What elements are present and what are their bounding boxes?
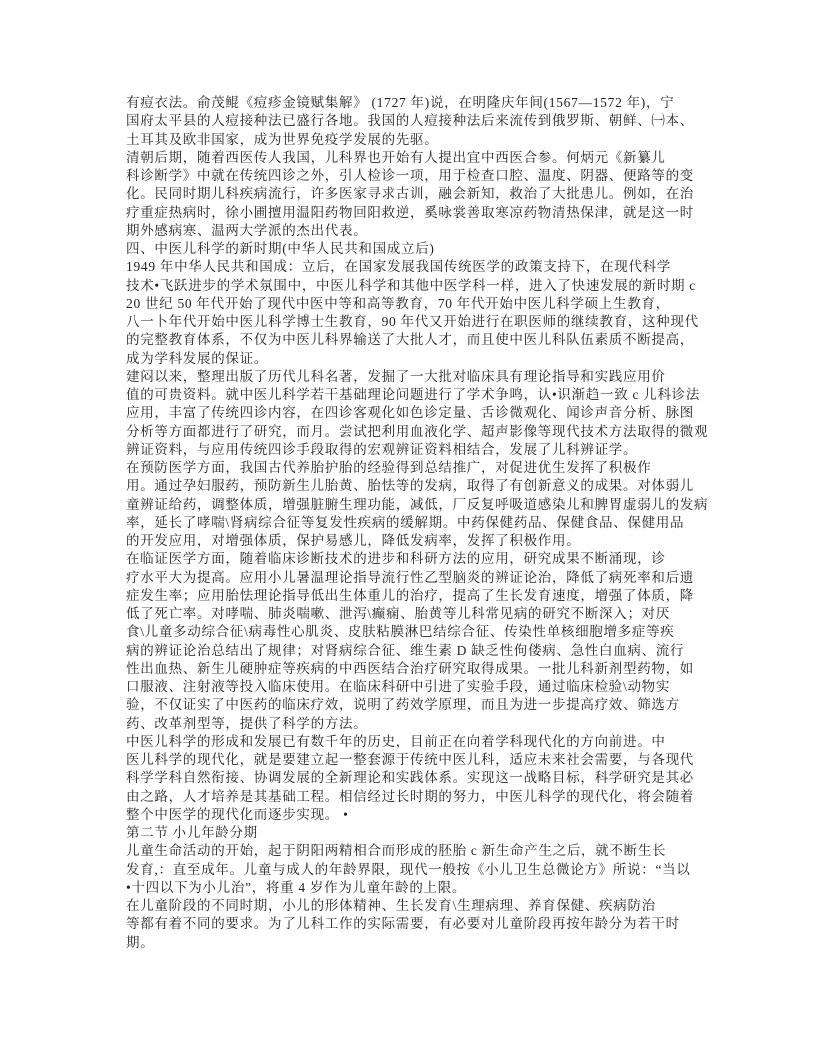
- text-line: 应用，丰富了传统四诊内容，在四诊客观化如色诊定量、舌诊微观化、闻诊声音分析、脉图: [126, 405, 694, 421]
- text-line: 药、改革剂型等，提供了科学的方法。: [126, 715, 368, 731]
- text-line: 20 世纪 50 年代开始了现代中医中等和高等教育，70 年代开始中医儿科学硕上生教育，: [126, 295, 670, 311]
- text-line: 用。通过孕妇服药，预防新生儿胎黄、胎怯等的发病，取得了有创新意义的成果。对体弱儿: [126, 478, 694, 494]
- text-line: 由之路，人才培养是其基础工程。相信经过长时期的努力，中医儿科学的现代化，将会随着: [126, 788, 694, 804]
- text-line: 在预防医学方面，我国古代养胎护胎的经验得到总结推广，对促进优生发挥了积极作: [126, 460, 652, 475]
- text-line: 等都有着不同的要求。为了儿科工作的实际需要，有必要对儿童阶段再按年龄分为若干时: [126, 916, 680, 932]
- text-line: 四、中医儿科学的新时期(中华人民共和国成立后): [126, 241, 435, 256]
- text-line: 清朝后期，随着西医传人我国，儿科界也开始有人提出宜中西医合参。何炳元《新纂儿: [126, 149, 666, 165]
- text-line: 疗重症热病时，徐小圃擅用温阳药物回阳救逆，奚咏裳善取寒凉药物清热保津，就是这一时: [126, 204, 694, 220]
- text-line: 值的可贵资料。就中医儿科学若干基础理论问题进行了学术争鸣，认•识渐趋一致 c 儿科诊法: [126, 387, 701, 402]
- page-text: [126, 94, 726, 952]
- text-line: 八一卜年代开始中医儿科学博士生教育，90 年代又开始进行在职医师的继续教育，这种现代: [126, 314, 699, 329]
- text-line: 食\儿童多动综合征\病毒性心肌炎、皮肤粘膜淋巴结综合征、传染性单核细胞增多症等疾: [126, 624, 675, 640]
- text-line: 儿童生命活动的开始，起于阴阳两精相合而形成的胚胎 c 新生命产生之后，就不断生长: [126, 843, 667, 859]
- text-line: 期。: [126, 934, 155, 950]
- text-line: •十四以下为小儿治”，将重 4 岁作为儿童年龄的上限。: [126, 879, 467, 895]
- text-line: 整个中医学的现代化而逐步实现。 •: [126, 806, 349, 822]
- text-line: 1949 年中华人民共和国成：立后，在国家发展我国传统医学的政策支持下，在现代科学: [126, 259, 672, 275]
- text-line: 童辨证给药，调整体质，增强脏腑生理功能，减低，厂反复呼吸道感染儿和脾胃虚弱儿的发病: [126, 496, 709, 512]
- text-line: 科诊断学》中就在传统四诊之外，引人检诊一项，用于检查口腔、温度、阴器、便路等的变: [126, 168, 694, 183]
- text-line: 期外感病寒、温两大学派的杰出代表。: [126, 222, 368, 238]
- text-line: 验，不仅证实了中医药的临床疗效，说明了药效学原理，而且为进一步提高疗效、筛选方: [126, 697, 680, 713]
- text-line: 建闷以来，整理出版了历代儿科名著，发掘了一大批对临床具有理论指导和实践应用价: [126, 368, 666, 384]
- text-line: 性出血热、新生儿硬肿症等疾病的中西医结合治疗研究取得成果。一批儿科新剂型药物，如: [126, 660, 694, 676]
- text-line: 成为学科发展的保证。: [126, 350, 268, 366]
- text-line: 在临证医学方面，随着临床诊断技术的进步和科研方法的应用，研究成果不断涌现，诊: [126, 551, 666, 567]
- text-line: 率，延长了哮喘\肾病综合征等复发性疾病的缓解期。中药保健药品、保健食品、保健用品: [126, 514, 685, 530]
- text-line: 医儿科学的现代化，就是要建立起一整套源于传统中医儿科，适应未来社会需要，与各现代: [126, 752, 694, 767]
- text-line: 中医儿科学的形成和发展已有数千年的历史，目前正在向着学科现代化的方向前进。中: [126, 733, 666, 749]
- text-line: 技术•飞跃进步的学术氛围中，中医儿科学和其他中医学科一样，进入了快速发展的新时期 c: [126, 277, 696, 293]
- text-line: 病的辨证论治总结出了规律；对肾病综合征、维生素 D 缺乏性佝偻病、急性白血病、流行: [126, 642, 685, 658]
- text-line: 疗水平大为提高。应用小儿暑温理论指导流行性乙型脑炎的辨证论治，降低了病死率和后遗: [126, 569, 694, 585]
- text-line: 在儿童阶段的不同时期，小儿的形体精神、生长发育\生理病理、养育保健、疾病防治: [126, 898, 656, 913]
- text-line: 国府太平县的人痘接种法已盛行各地。我国的人痘接种法后来流传到俄罗斯、朝鲜、㈠本、: [126, 113, 694, 129]
- text-line: 辨证资料，与应用传统四诊手段取得的宏观辨证资料相结合，发展了儿科辨证学。: [126, 441, 638, 457]
- text-line: 化。民同时期儿科疾病流行，许多医家寻求古训，融会新知，救治了大批患儿。例如，在治: [126, 186, 694, 202]
- text-line: 的完整教育体系，不仅为中医儿科界输送了大批人才，而且使中医儿科队伍素质不断提高，: [126, 332, 694, 348]
- text-line: 发育,：直至成年。儿童与成人的年龄界限，现代一般按《小儿卫生总微论方》所说：“当以: [126, 861, 691, 877]
- text-line: 的开发应用，对增强体质，保护易感儿，降低发病率，发挥了积极作用。: [126, 533, 581, 548]
- text-line: 症发生率；应用胎怯理论指导低出生体重儿的治疗，提高了生长发育速度，增强了体质，降: [126, 587, 694, 603]
- text-line: 分析等方面都进行了研究，而月。尝试把利用血液化学、超声影像等现代技术方法取得的微观: [126, 423, 709, 439]
- text-line: 口服液、注射液等投入临床使用。在临床科研中引进了实验手段，通过临床检验\动物实: [126, 679, 671, 694]
- text-line: 科学学科自然衔接、协调发展的全新理论和实践体系。实现这一战略目标，科学研究是其必: [126, 770, 694, 786]
- text-line: 低了死亡率。对哮喘、肺炎喘嗽、泄泻\癫痫、胎黄等儿科常见病的研究不断深入；对厌: [126, 606, 671, 621]
- text-line: 有痘衣法。俞茂鲲《痘疹金镜赋集解》 (1727 年)说，在明隆庆年间(1567—1572 年)，宁: [126, 95, 675, 110]
- text-line: 第二节 小儿年龄分期: [126, 825, 258, 840]
- text-line: 土耳其及欧非国家，成为世界免疫学发展的先驱。: [126, 131, 439, 147]
